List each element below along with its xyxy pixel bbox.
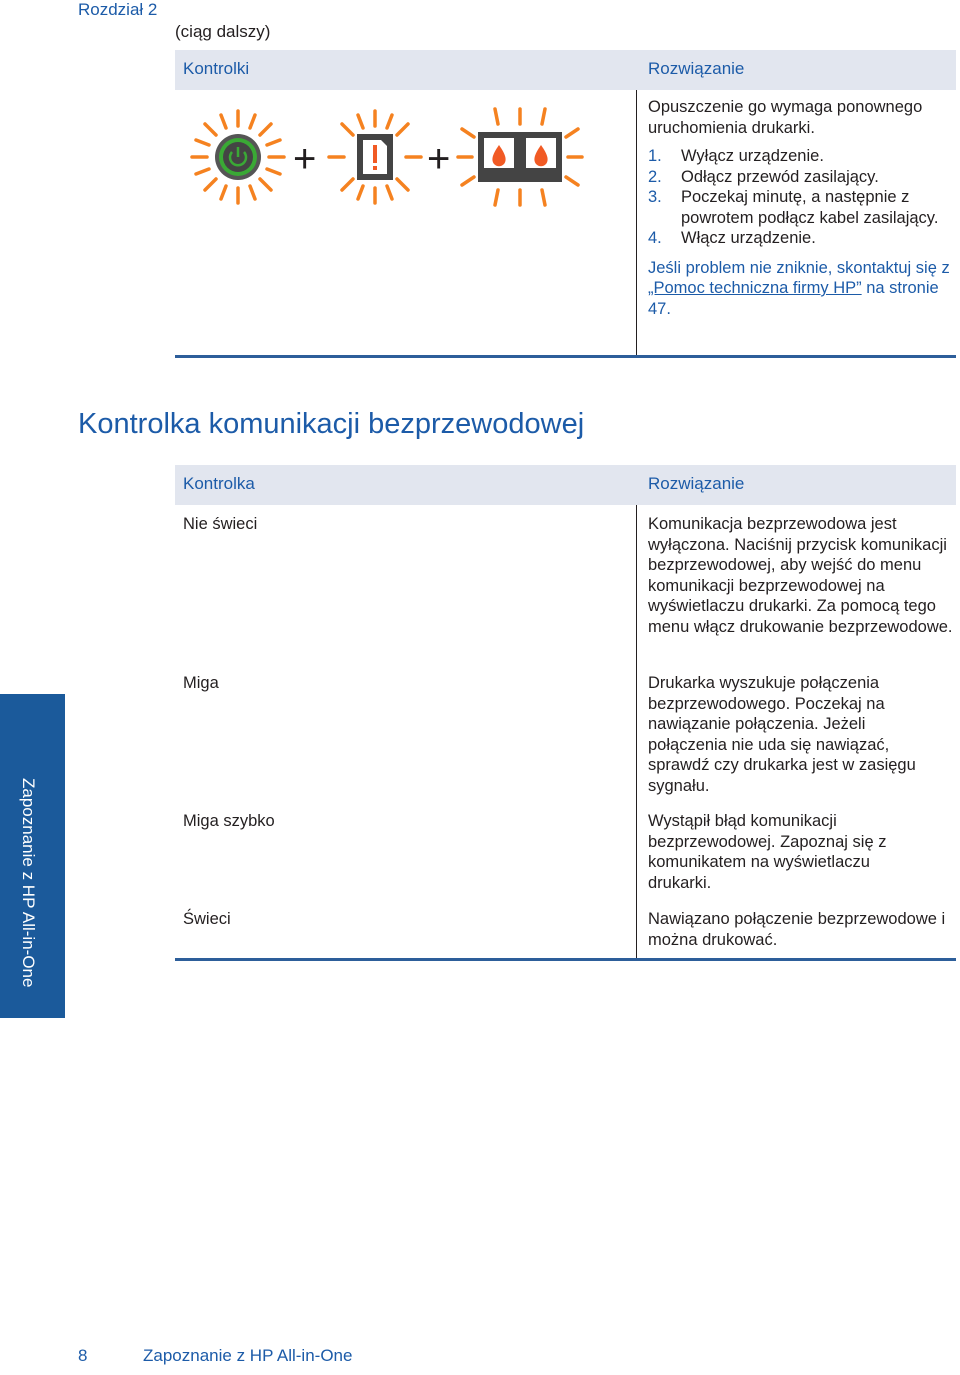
note-suffix: na stronie 47. <box>648 279 939 318</box>
table-row-solution: Nawiązano połączenie bezprzewodowe i można drukować. <box>648 910 946 949</box>
step-item <box>648 167 956 188</box>
power-light-icon <box>192 111 284 203</box>
ink-cartridge-light-icon <box>458 109 582 205</box>
step-item <box>648 228 956 249</box>
step-text: Wyłącz urządzenie. <box>681 147 824 165</box>
table-row: Świeci <box>183 910 231 928</box>
step-number: 2. <box>648 167 662 186</box>
chapter-label: Rozdział 2 <box>78 0 158 19</box>
step-text: Odłącz przewód zasilający. <box>681 167 879 186</box>
table-row-solution: Komunikacja bezprzewodowa jest wyłączona. Naciśnij przycisk komunikacji bezprzewodowej, aby wejść do menu komunikacji bezprzewodowej na wyświetlaczu drukarki. Za pomocą tego menu włącz drukowanie bezprzewodowe. <box>648 515 953 636</box>
col-header-solution: Rozwiązanie <box>648 59 745 78</box>
intro-text: Opuszczenie go wymaga ponownego uruchomienia drukarki. <box>648 98 923 137</box>
step-number: 3. <box>648 188 662 206</box>
plus-icon: + <box>293 137 317 181</box>
table-row-solution: Drukarka wyszukuje połączenia bezprzewodowego. Poczekaj na nawiązanie połączenia. Jeżeli połączenia nie uda się nawiązać, sprawdź czy drukarka jest w zasięgu sygnału. <box>648 674 916 795</box>
table-bottom-rule <box>175 958 956 961</box>
support-link[interactable]: „Pomoc techniczna firmy HP” <box>648 279 862 297</box>
lights-illustration <box>175 90 630 270</box>
contact-note <box>648 258 956 320</box>
step-item <box>648 187 960 228</box>
table-row: Miga szybko <box>183 812 275 830</box>
step-text: Poczekaj minutę, a następnie z powrotem podłącz kabel zasilający. <box>681 188 939 227</box>
column-divider <box>636 90 637 355</box>
document-error-light-icon <box>329 111 421 203</box>
continued-label: (ciąg dalszy) <box>175 22 271 41</box>
wireless-table <box>175 465 956 962</box>
step-item <box>648 146 956 167</box>
column-divider <box>636 505 637 958</box>
steps-list <box>648 146 956 249</box>
section-title: Kontrolka komunikacji bezprzewodowej <box>78 408 585 440</box>
table-row: Miga <box>183 674 219 692</box>
table-bottom-rule <box>175 355 956 358</box>
table-header <box>175 50 956 90</box>
step-number: 1. <box>648 147 662 165</box>
table-header <box>175 465 956 505</box>
side-tab <box>0 694 65 1018</box>
footer-title: Zapoznanie z HP All-in-One <box>143 1346 353 1365</box>
page-number: 8 <box>78 1346 88 1365</box>
note-prefix: Jeśli problem nie zniknie, skontaktuj się z <box>648 258 950 277</box>
step-number: 4. <box>648 229 662 247</box>
table-row: Nie świeci <box>183 515 258 533</box>
step-text: Włącz urządzenie. <box>681 229 816 247</box>
plus-icon: + <box>427 137 451 181</box>
col-header-lights: Kontrolki <box>183 59 250 78</box>
col-header-light: Kontrolka <box>183 474 255 493</box>
solution-cell <box>648 97 956 319</box>
side-tab-label: Zapoznanie z HP All-in-One <box>19 778 38 988</box>
col-header-solution: Rozwiązanie <box>648 474 745 493</box>
table-row-solution: Wystąpił błąd komunikacji bezprzewodowej. Zapoznaj się z komunikatem na wyświetlaczu drukarki. <box>648 812 887 892</box>
lights-table <box>175 50 956 359</box>
